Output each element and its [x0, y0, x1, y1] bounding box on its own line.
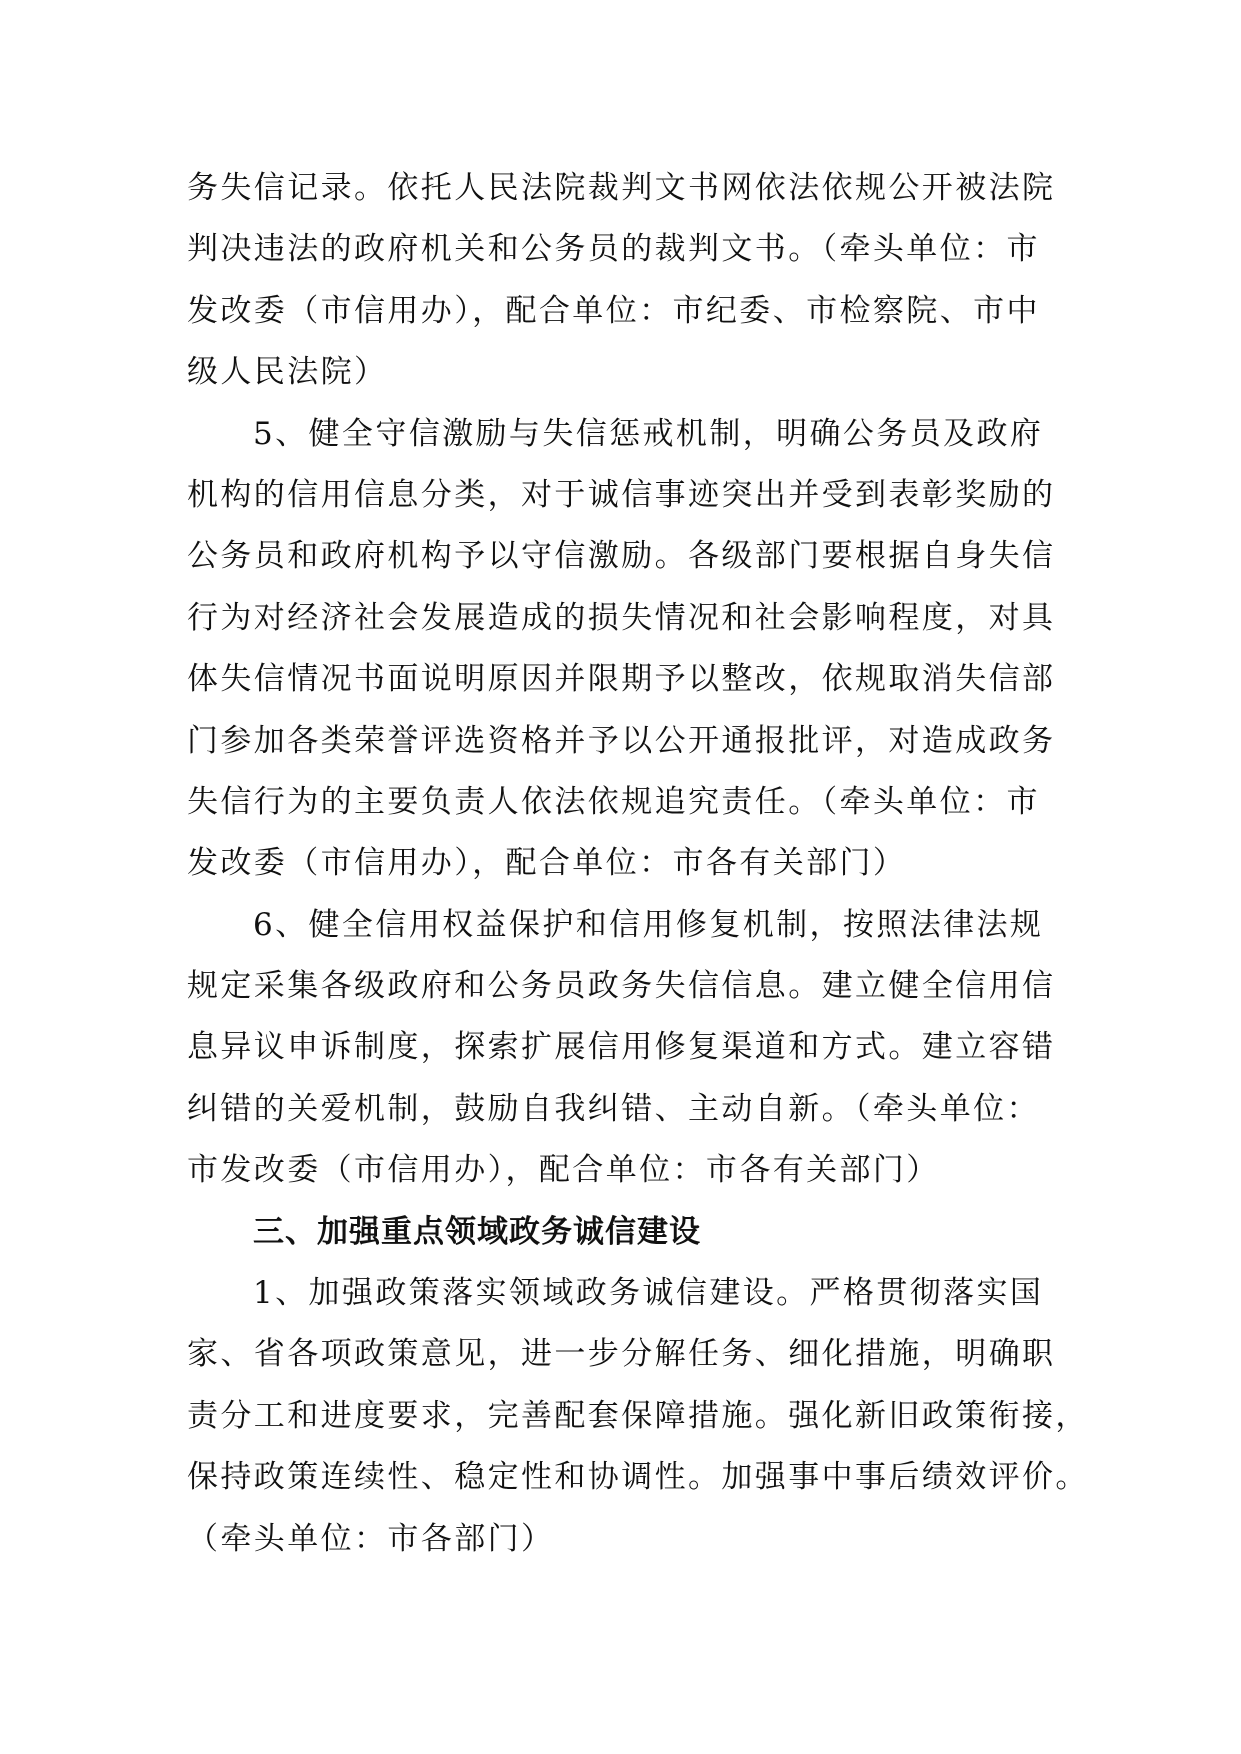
text-line: 规定采集各级政府和公务员政务失信信息。建立健全信用信 [187, 968, 1056, 1005]
text-line: 纠错的关爱机制，鼓励自我纠错、主动自新。（牵头单位： [187, 1090, 1040, 1127]
text-line: 市发改委（市信用办），配合单位：市各有关部门） [187, 1152, 940, 1189]
text-line: 判决违法的政府机关和公务员的裁判文书。（牵头单位：市 [187, 231, 1040, 268]
text-line: 体失信情况书面说明原因并限期予以整改，依规取消失信部 [187, 661, 1056, 698]
text-line: 1、加强政策落实领域政务诚信建设。严格贯彻落实国 [253, 1275, 1044, 1312]
paragraph-item-5 [187, 404, 1062, 895]
text-line: 机构的信用信息分类，对于诚信事迹突出并受到表彰奖励的 [187, 476, 1056, 513]
text-line: 公务员和政府机构予以守信激励。各级部门要根据自身失信 [187, 538, 1056, 575]
paragraph-item-6 [187, 895, 1062, 1202]
text-line: 家、省各项政策意见，进一步分解任务、细化措施，明确职 [187, 1336, 1056, 1373]
text-line: （牵头单位：市各部门） [187, 1520, 555, 1557]
paragraph-section3-item-1 [187, 1263, 1089, 1570]
text-line: 保持政策连续性、稳定性和协调性。加强事中事后绩效评价。 [187, 1459, 1089, 1496]
text-line: 务失信记录。依托人民法院裁判文书网依法依规公开被法院 [187, 170, 1056, 206]
text-line: 发改委（市信用办），配合单位：市各有关部门） [187, 845, 907, 882]
text-line: 级人民法院） [187, 354, 388, 391]
text-line: 行为对经济社会发展造成的损失情况和社会影响程度，对具 [187, 599, 1056, 636]
text-line: 发改委（市信用办），配合单位：市纪委、市检察院、市中 [187, 292, 1040, 329]
document-body [187, 158, 1089, 1570]
section-heading-3 [187, 1202, 1062, 1263]
text-line: 失信行为的主要负责人依法依规追究责任。（牵头单位：市 [187, 783, 1040, 820]
paragraph-continued [187, 158, 1062, 404]
section-heading: 三、加强重点领域政务诚信建设 [253, 1213, 701, 1250]
text-line: 息异议申诉制度，探索扩展信用修复渠道和方式。建立容错 [187, 1029, 1056, 1066]
text-line: 5、健全守信激励与失信惩戒机制，明确公务员及政府 [253, 415, 1044, 452]
text-line: 责分工和进度要求，完善配套保障措施。强化新旧政策衔接， [187, 1397, 1089, 1434]
text-line: 门参加各类荣誉评选资格并予以公开通报批评，对造成政务 [187, 722, 1056, 759]
text-line: 6、健全信用权益保护和信用修复机制，按照法律法规 [253, 906, 1044, 943]
